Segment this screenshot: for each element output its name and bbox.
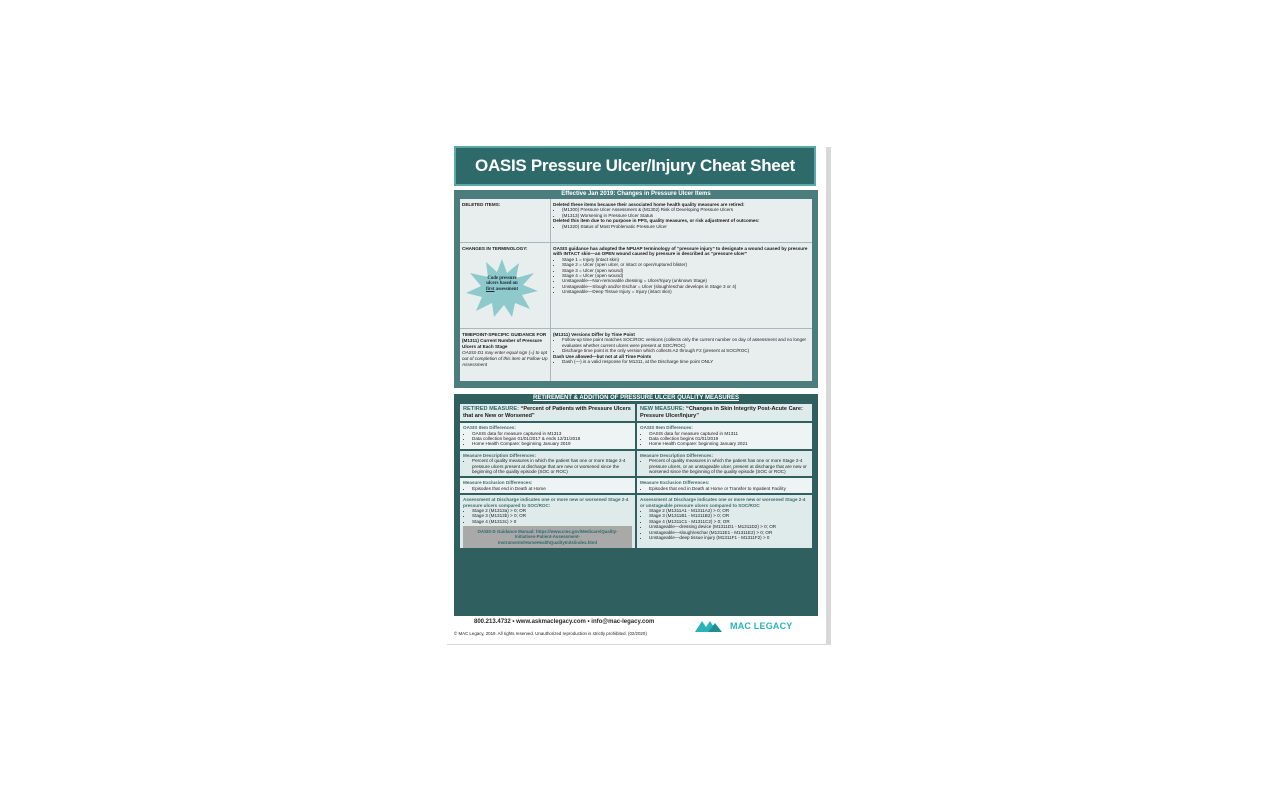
timepoint-heading: (M1311) Versions Differ by Time Point	[553, 332, 635, 337]
section-heading: Assessment at Discharge indicates one or more new or worsened Stage 2-4 pressure ulcers compared to SOC/ROC:	[463, 497, 629, 508]
list-item: • (M1320) Status of Most Problematic Pressure Ulcer	[562, 224, 810, 229]
deleted-items-row	[460, 199, 812, 243]
section-heading: OASIS Item Differences:	[463, 425, 516, 431]
terminology-label: CHANGES IN TERMINOLOGY:	[462, 246, 528, 251]
deleted-items-label: DELETED ITEMS:	[462, 202, 501, 207]
list-item: • Data collection begins 01/01/2019	[649, 436, 809, 441]
section-heading: Measure Exclusion Differences:	[640, 480, 710, 486]
list-item: • (M1300) Pressure Ulcer Assessment & (M1302) Risk of Developing Pressure Ulcers	[562, 207, 810, 212]
retired-exclusion-differences	[460, 478, 635, 493]
footer-contact: 800.213.4732 • www.askmaclegacy.com • info@mac-legacy.com	[474, 619, 655, 625]
section-heading: OASIS Item Differences:	[640, 425, 693, 431]
list-item: • Unstageable—Deep Tissue Injury = Injury (intact skin)	[562, 289, 810, 294]
terminology-row	[460, 243, 812, 329]
star-line: Code pressure	[487, 276, 517, 281]
new-label: NEW MEASURE:	[640, 406, 685, 412]
list-item: • Unstageable—dressing device (M1311D1 - M1311D2) > 0; OR	[649, 524, 809, 529]
deleted-intro: Deleted these items because their associated home health quality measures are retired:	[553, 202, 745, 207]
new-measure-title	[637, 404, 812, 421]
timepoint-label: TIMEPOINT-SPECIFIC GUIDANCE FOR (M1311) Current Number of Pressure Ulcers at Each Stage	[462, 332, 547, 349]
footer-copyright: © MAC Legacy, 2019. All rights reserved. Unauthorized reproduction is strictly prohibited. (02/2020)	[454, 631, 647, 636]
retired-item-differences	[460, 423, 635, 449]
measures-grid	[460, 404, 812, 550]
terminology-label-cell	[460, 243, 550, 328]
timepoint-list2	[553, 359, 810, 364]
timepoint-heading2: Dash Use allowed—but not at all Time Points	[553, 353, 652, 359]
list-item: • Home Health Compare: beginning January 2019	[472, 441, 632, 446]
terminology-list	[553, 257, 810, 295]
section-heading: Measure Description Differences:	[640, 452, 714, 458]
new-assess-list	[640, 508, 809, 540]
changes-table	[460, 199, 812, 381]
list-item: • Stage 2 (M1311A1 - M1311A2) > 0; OR	[649, 508, 809, 513]
star-line	[474, 287, 530, 292]
list-item: • Unstageable—deep tissue injury (M1311F1 - M1311F2) > 0	[649, 535, 809, 540]
list-item: • Data collection began 01/01/2017 & ends 12/31/2018	[472, 436, 632, 441]
retired-assess-list	[463, 508, 632, 524]
list-item: • Unstageable—Slough and/or Eschar = Ulcer (slough/eschar develops in Stage 3 or 4)	[562, 284, 810, 289]
guidance-manual-link[interactable]: OASIS-D Guidance Manual: https://www.cms.gov/Medicare/Quality-Initiatives-Patient-Assessment-Instruments/HomeHealthQualityInits/index.html	[463, 526, 632, 548]
list-item: • Home Health Compare: beginning January 2021	[649, 441, 809, 446]
list-item: • Stage 2 (M1313a) > 0; OR	[472, 508, 632, 513]
terminology-intro: OASIS guidance has adopted the NPUAP terminology of “pressure injury” to designate a wound caused by pressure with INTACT skin—an OPEN wound caused by pressure is described as “pressure ulcer”	[553, 246, 808, 257]
retired-name: “Percent of Patients with Pressure Ulcers that are New or Worsened”	[463, 406, 631, 419]
list-item: • Unstageable—Non-removable dressing = Ulcer/Injury (unknown Stage)	[562, 278, 810, 283]
timepoint-list	[553, 337, 810, 353]
new-description-differences	[637, 451, 812, 477]
list-item: • Stage 3 = Ulcer (open wound)	[562, 268, 810, 273]
new-excl-list	[640, 486, 809, 491]
list-item: • Stage 4 (M1311C1 - M1311C2) > 0; OR	[649, 519, 809, 524]
deleted-intro2: Deleted this item due to no purpose in PPS, quality measures, or risk adjustment of outcomes:	[553, 218, 760, 224]
new-title-line	[640, 406, 809, 419]
timepoint-label-italic: OASIS-D1 may enter equal sign (=) to opt out of completion of this item at Follow-Up Assessment	[462, 350, 548, 367]
section-heading: Measure Description Differences:	[463, 452, 537, 458]
new-item-list	[640, 431, 809, 447]
mac-legacy-logo	[694, 619, 793, 633]
timepoint-label-cell	[460, 329, 550, 381]
list-item: • Discharge time point is the only version which collects A2 through F2 (present at SOC/ROC)	[562, 348, 810, 353]
star-line-text: ulcers based on	[486, 281, 518, 287]
list-item: • Stage 3 (M1313b) > 0; OR	[472, 513, 632, 518]
list-item: • Stage 3 (M1311B1 - M1311B2) > 0; OR	[649, 513, 809, 518]
new-item-differences	[637, 423, 812, 449]
list-item: • Stage 1 = Injury (intact skin)	[562, 257, 810, 262]
star-line-text: assessment	[495, 286, 519, 292]
deleted-list	[553, 207, 810, 218]
title-banner	[454, 146, 816, 186]
retired-desc-list	[463, 458, 632, 474]
list-item: • Dash (—) is a valid response for M1311, at the Discharge time point ONLY	[562, 359, 810, 364]
list-item: • Stage 2 = Ulcer (open ulcer, or intact or open/ruptured blister)	[562, 262, 810, 267]
star-first: first	[485, 286, 495, 292]
list-item: • Percent of quality measures in which the patient has one or more Stage 2-4 pressure ulcers present at discharge that are new or worsened since the beginning of the quality episode (SOC or ROC)	[472, 458, 632, 474]
list-item: • Stage 4 = Ulcer (open wound)	[562, 273, 810, 278]
logo-mark-icon	[694, 619, 726, 633]
retired-assessment	[460, 495, 635, 548]
terminology-panel	[454, 190, 818, 388]
list-item: • Episodes that end in Death at Home or Transfer to Inpatient Facility	[649, 486, 809, 491]
cheat-sheet-page	[444, 144, 826, 644]
panel2-heading: RETIREMENT & ADDITION OF PRESSURE ULCER QUALITY MEASURES	[532, 395, 739, 401]
new-name: “Changes in Skin Integrity Post-Acute Care: Pressure Ulcer/Injury”	[640, 406, 803, 419]
timepoint-content	[550, 329, 812, 381]
list-item: • Stage 4 (M1313c) > 0	[472, 519, 632, 524]
list-item: • Follow-up time point matches SOC/ROC versions (collects only the current number on day of assessment and no longer evaluates whether current ulcers were present at SOC/ROC)	[562, 337, 810, 348]
measures-table	[460, 404, 812, 550]
list-item: • Percent of quality measures in which the patient has one or more Stage 2-4 pressure ulcers, or an unstageable ulcer, present at discharge that are new or worsened since the beginning of the quality episode (SOC or ROC)	[649, 458, 809, 474]
panel1-heading: Effective Jan 2019: Changes in Pressure Ulcer Items	[561, 191, 711, 197]
retired-label: RETIRED MEASURE:	[463, 406, 519, 412]
section-heading: Measure Exclusion Differences:	[463, 480, 533, 486]
list-item: • OASIS data for measure captured in M1311	[649, 431, 809, 436]
list-item: • Episodes that end in Death at Home	[472, 486, 632, 491]
retired-title-line	[463, 406, 632, 419]
list-item: • Unstageable—slough/eschar (M1311E1 - M1311E2) > 0; OR	[649, 530, 809, 535]
new-desc-list	[640, 458, 809, 474]
retired-description-differences	[460, 451, 635, 477]
list-item: • (M1313) Worsening in Pressure Ulcer Status	[562, 213, 810, 218]
new-assessment	[637, 495, 812, 548]
deleted-items-content	[550, 199, 812, 242]
list-item: • OASIS data for measure captured in M1313	[472, 431, 632, 436]
timepoint-row	[460, 329, 812, 381]
starburst-text	[474, 276, 530, 292]
quality-measures-panel	[454, 394, 818, 616]
retired-excl-list	[463, 486, 632, 491]
terminology-content	[550, 243, 812, 328]
new-exclusion-differences	[637, 478, 812, 493]
page-title: OASIS Pressure Ulcer/Injury Cheat Sheet	[475, 156, 795, 175]
deleted-list2	[553, 224, 810, 229]
logo-text: MAC LEGACY	[730, 621, 793, 631]
section-heading: Assessment at Discharge indicates one or more new or worsened Stage 2-4 or unstageable pressure ulcers compared to SOC/ROC	[640, 497, 806, 508]
retired-item-list	[463, 431, 632, 447]
retired-measure-title	[460, 404, 635, 421]
